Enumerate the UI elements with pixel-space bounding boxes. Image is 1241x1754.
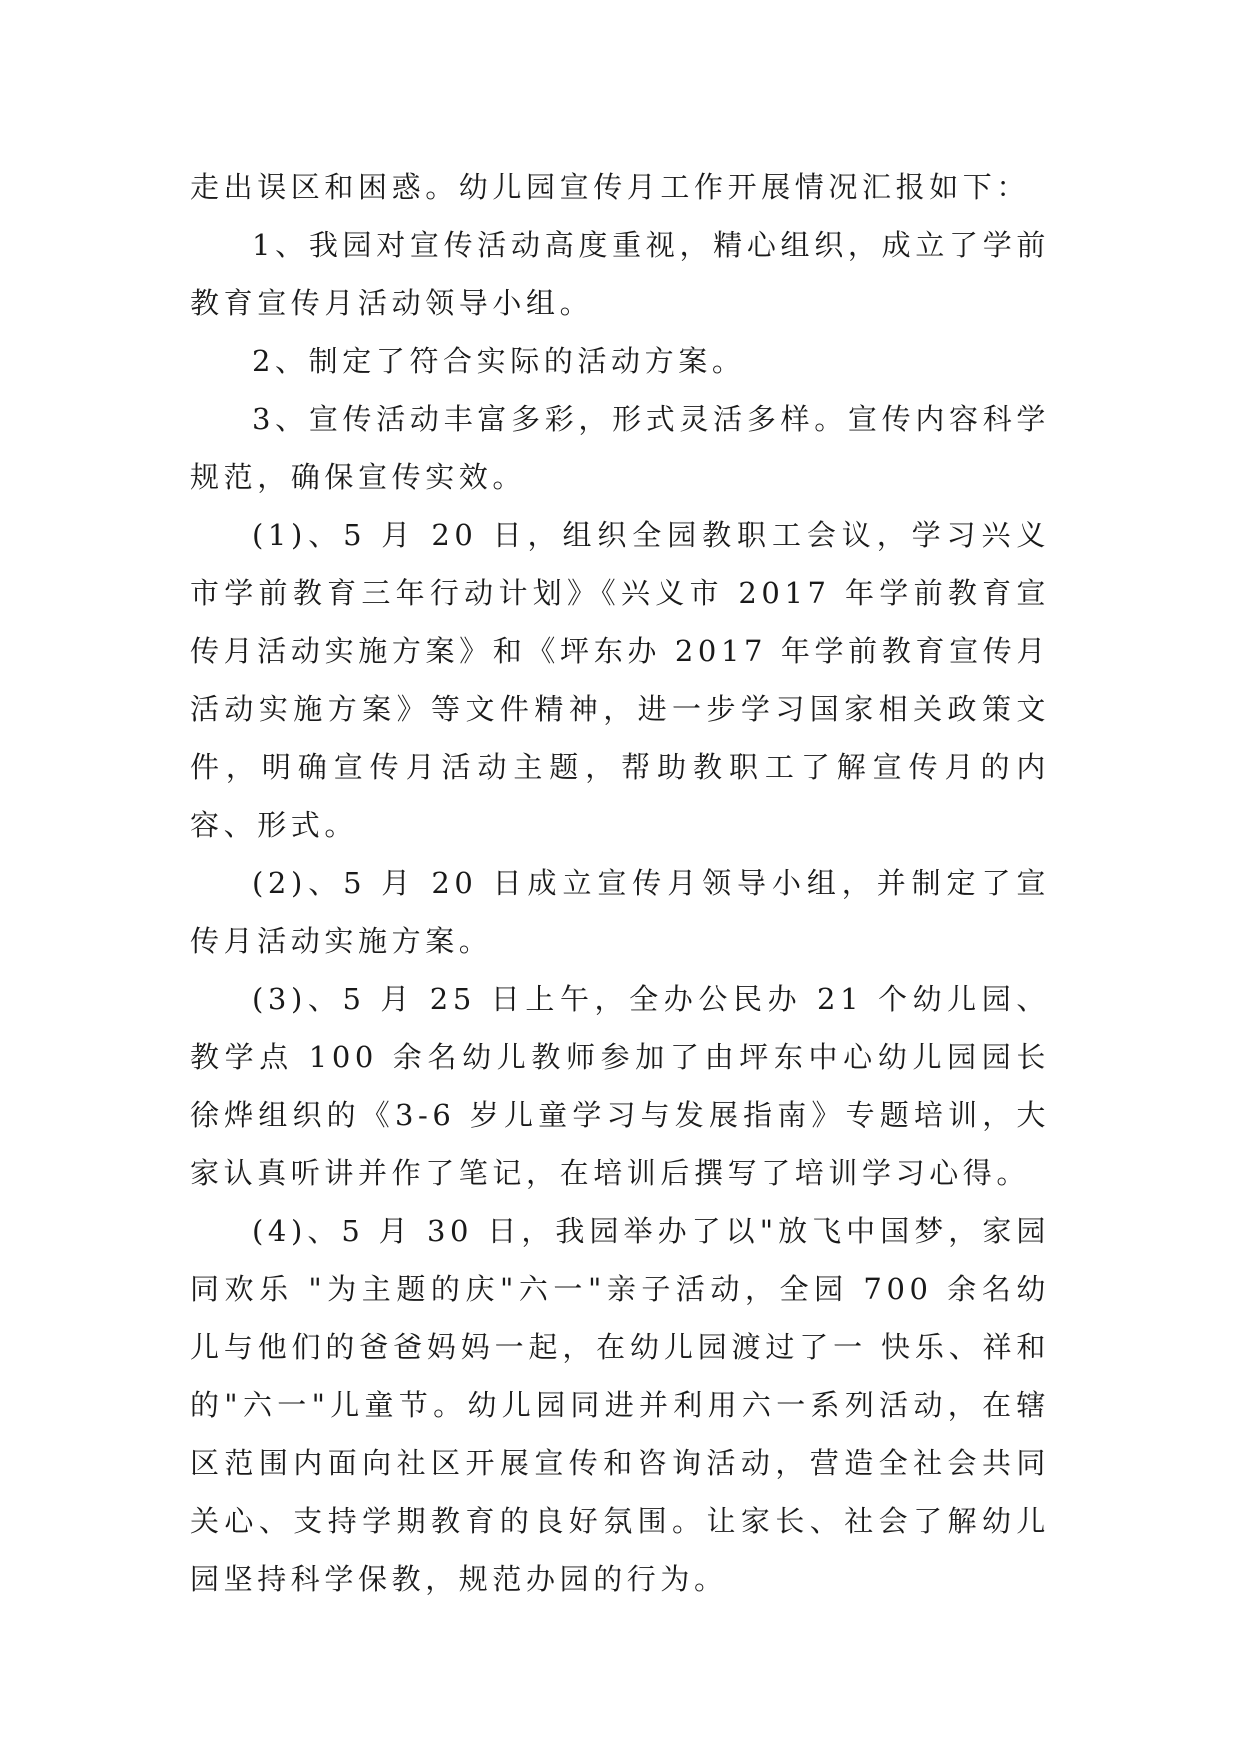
paragraph-subitem-3: (3)、5 月 25 日上午，全办公民办 21 个幼儿园、教学点 100 余名幼儿教师参加了由坪东中心幼儿园园长徐烨组织的《3-6 岁儿童学习与发展指南》专题培训，大家认真听讲并作了笔记，在培训后撰写了培训学习心得。 [190,982,1050,1190]
paragraph-item-2: 2、制定了符合实际的活动方案。 [252,344,746,378]
paragraph-item-1: 1、我园对宣传活动高度重视，精心组织，成立了学前教育宣传月活动领导小组。 [190,228,1050,320]
paragraph-subitem-4: (4)、5 月 30 日，我园举办了以"放飞中国梦，家园同欢乐 "为主题的庆"六一"亲子活动，全园 700 余名幼儿与他们的爸爸妈妈一起，在幼儿园渡过了一 快乐、祥和的"六一"儿童节。幼儿园同进并利用六一系列活动，在辖区范围内面向社区开展宣传和咨询活动，营造全社会共同关心、支持学期教育的良好氛围。让家长、社会了解幼儿园坚持科学保教，规范办园的行为。 [190,1214,1050,1596]
paragraph-intro: 走出误区和困惑。幼儿园宣传月工作开展情况汇报如下： [190,170,1031,204]
paragraph-subitem-1: (1)、5 月 20 日，组织全园教职工会议，学习兴义市学前教育三年行动计划》《兴义市 2017 年学前教育宣传月活动实施方案》和《坪东办 2017 年学前教育宣传月活动实施方案》等文件精神，进一步学习国家相关政策文件，明确宣传月活动主题，帮助教职工了解宣传月的内容、形式。 [190,518,1050,842]
paragraph-item-3: 3、宣传活动丰富多彩，形式灵活多样。宣传内容科学规范，确保宣传实效。 [190,402,1050,494]
document-body [190,158,1050,1608]
paragraph-subitem-2: (2)、5 月 20 日成立宣传月领导小组，并制定了宣传月活动实施方案。 [190,866,1050,958]
